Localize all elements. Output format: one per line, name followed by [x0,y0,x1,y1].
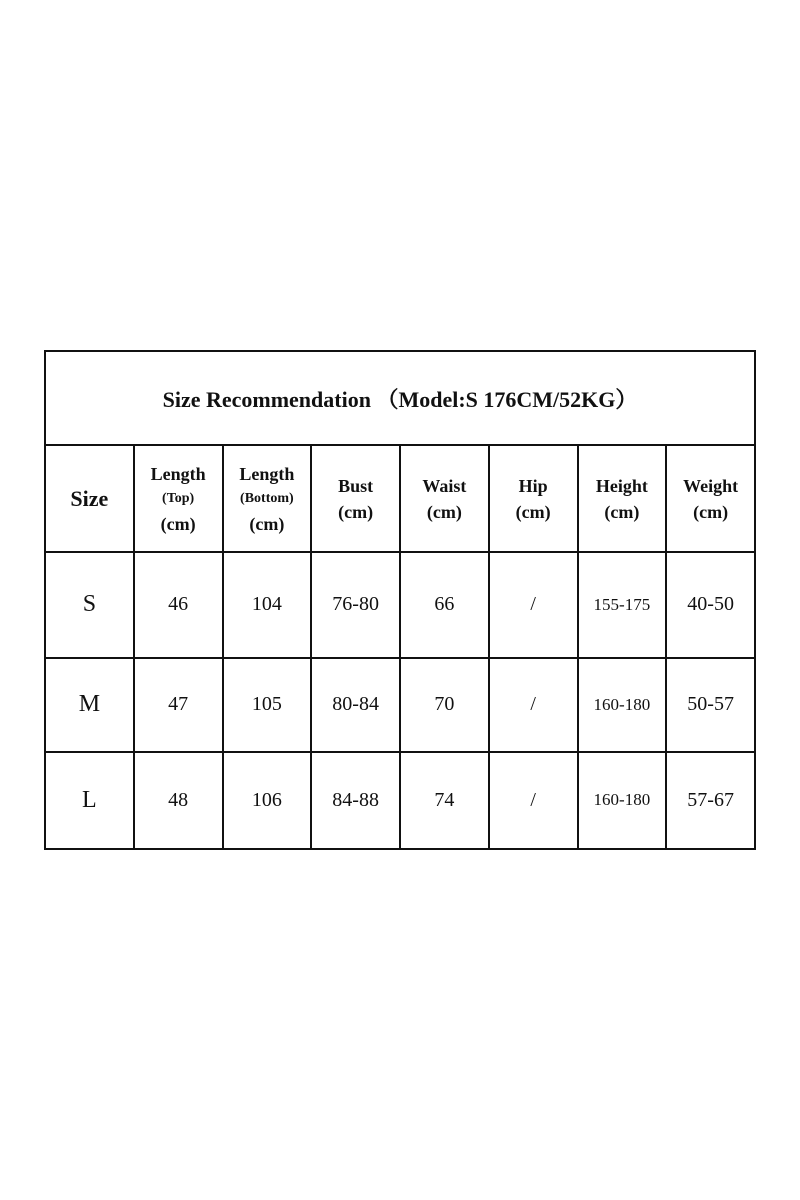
bust-cell: 80-84 [311,658,400,752]
weight-cell: 50-57 [666,658,755,752]
height-cell: 160-180 [578,752,667,849]
length-top-cell: 46 [134,552,223,657]
header-height-unit: (cm) [604,501,640,522]
header-length-top-label: Length [150,463,206,484]
header-height-label: Height [595,475,648,496]
size-cell: S [45,552,134,657]
header-waist [400,445,489,552]
table-title-row [45,351,755,445]
header-length-bottom-unit: (cm) [249,513,285,534]
header-weight-label: Weight [683,475,739,496]
table-row [45,658,755,752]
length-bottom-cell: 105 [223,658,312,752]
table-header-row [45,445,755,552]
header-waist-label: Waist [422,475,467,496]
table-title: Size Recommendation （Model:S 176CM/52KG） [45,351,755,445]
hip-cell: / [489,658,578,752]
bust-cell: 84-88 [311,752,400,849]
header-bust [311,445,400,552]
weight-cell: 57-67 [666,752,755,849]
header-length-top-unit: (cm) [160,513,196,534]
header-size: Size [45,445,134,552]
table-row [45,752,755,849]
header-weight [666,445,755,552]
header-bust-label: Bust [338,475,374,496]
weight-cell: 40-50 [666,552,755,657]
header-hip [489,445,578,552]
header-length-bottom-label: Length [239,463,295,484]
header-length-bottom [223,445,312,552]
header-weight-unit: (cm) [693,501,729,522]
table-row [45,552,755,657]
size-cell: M [45,658,134,752]
size-chart-table [44,350,756,850]
length-top-cell: 47 [134,658,223,752]
hip-cell: / [489,752,578,849]
header-length-top-qualifier: (Top) [162,490,195,506]
header-height [578,445,667,552]
hip-cell: / [489,552,578,657]
length-top-cell: 48 [134,752,223,849]
header-length-bottom-qualifier: (Bottom) [240,490,294,506]
header-hip-label: Hip [518,475,548,496]
header-waist-unit: (cm) [426,501,462,522]
waist-cell: 70 [400,658,489,752]
height-cell: 155-175 [578,552,667,657]
waist-cell: 74 [400,752,489,849]
height-cell: 160-180 [578,658,667,752]
length-bottom-cell: 106 [223,752,312,849]
header-length-top [134,445,223,552]
waist-cell: 66 [400,552,489,657]
header-bust-unit: (cm) [338,501,374,522]
length-bottom-cell: 104 [223,552,312,657]
header-hip-unit: (cm) [515,501,551,522]
bust-cell: 76-80 [311,552,400,657]
size-cell: L [45,752,134,849]
